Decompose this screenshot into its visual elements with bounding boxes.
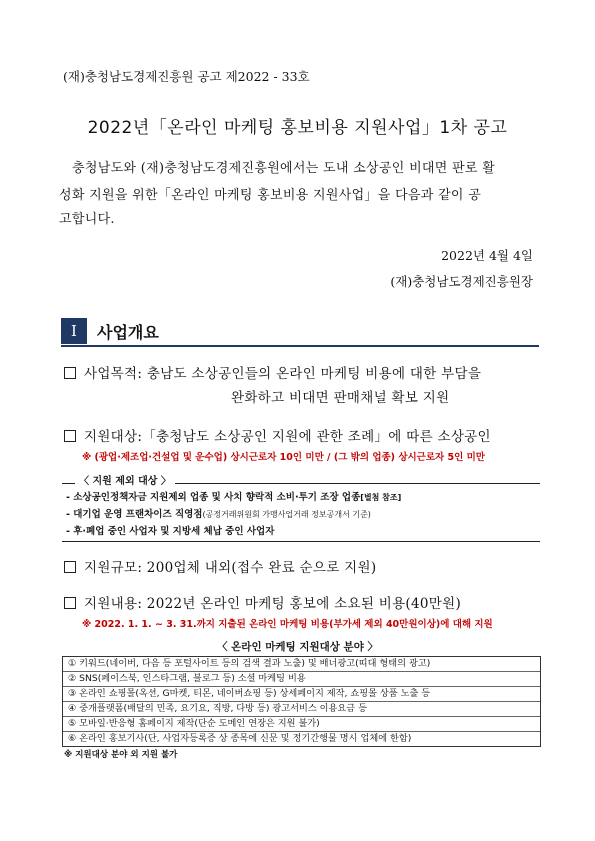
target-fields-footnote: ※ 지원대상 분야 외 지원 불가	[64, 750, 178, 760]
section-number-badge: I	[61, 318, 87, 344]
table-row: ⑤ 모바일·반응형 홈페이지 제작(단순 도메인 연장은 지원 불가)	[63, 717, 540, 732]
target-fields-title: 〈 온라인 마케팅 지원대상 분야 〉	[217, 641, 378, 653]
section-divider	[61, 345, 539, 347]
issuer-name: (재)충청남도경제진흥원장	[390, 274, 533, 289]
content-note: ※ 2022. 1. 1. ~ 3. 31.까지 지출된 온라인 마케팅 비용(부가세 제외 40만원이상)에 대해 지원	[82, 619, 493, 630]
purpose-line-2: 완화하고 비대면 판매채널 확보 지원	[231, 390, 450, 406]
notice-number: (재)충청남도경제진흥원 공고 제2022 - 33호	[63, 69, 310, 84]
content-text: 지원내용: 2022년 온라인 마케팅 홍보에 소요된 비용(40만원)	[84, 596, 462, 612]
table-row: ③ 온라인 쇼핑몰(옥션, G마켓, 티몬, 네이버쇼핑 등) 상세페이지 제작, 쇼핑몰 상품 노출 등	[63, 687, 540, 702]
intro-line-3: 고합니다.	[59, 212, 115, 227]
purpose-item	[64, 362, 481, 382]
exclusion-item-main: - 소상공인정책자금 지원제외 업종 및 사치 향락적 소비·투기 조장 업종	[66, 492, 361, 503]
scale-item	[64, 556, 376, 576]
purpose-label: 사업목적:	[84, 366, 143, 382]
checkbox-icon	[64, 597, 76, 609]
table-row: ④ 중개플랫폼(배달의 민족, 요기요, 직방, 다방 등) 광고서비스 이용요금 등	[63, 702, 540, 717]
table-row: ② SNS(페이스북, 인스타그램, 블로그 등) 소셜 마케팅 비용	[63, 672, 540, 687]
exclusion-item-main: - 후·폐업 중인 사업자 및 지방세 체납 중인 사업자	[66, 526, 275, 537]
section-title: 사업개요	[97, 323, 159, 342]
table-row: ⑥ 온라인 홍보기사(단, 사업자등록증 상 종목에 신문 및 정기간행물 명시 업체에 한함)	[68, 733, 412, 744]
purpose-line-1: 충남도 소상공인들의 온라인 마케팅 비용에 대한 부담을	[146, 366, 482, 382]
eligibility-text: 지원대상:「충청남도 소상공인 지원에 관한 조례」에 따른 소상공인	[84, 429, 491, 445]
table-row: ① 키워드(네이버, 다음 등 포털사이트 등의 검색 결과 노출) 및 배너광고(띠대 형태의 광고)	[63, 657, 540, 672]
exclusion-item-2	[66, 506, 371, 520]
exclusion-item-sub: [별첨 참조]	[360, 493, 402, 502]
checkbox-icon	[64, 430, 76, 442]
scale-text: 지원규모: 200업체 내외(접수 완료 순으로 지원)	[84, 560, 377, 576]
intro-line-1: 충청남도와 (재)충청남도경제진흥원에서는 도내 소상공인 비대면 판로 활	[72, 161, 496, 176]
checkbox-icon	[64, 561, 76, 573]
document-title: 2022년「온라인 마케팅 홍보비용 지원사업」1차 공고	[87, 118, 508, 138]
intro-line-2: 성화 지원을 위한「온라인 마케팅 홍보비용 지원사업」을 다음과 같이 공	[59, 188, 482, 203]
exclusion-item-main: - 대기업 운영 프랜차이즈 직영점	[66, 509, 203, 520]
target-fields-table	[62, 656, 541, 747]
exclusion-item-3	[66, 523, 274, 537]
content-item	[64, 592, 461, 612]
eligibility-item	[64, 425, 491, 445]
exclusion-item-1	[66, 489, 401, 503]
notice-date: 2022년 4월 4일	[441, 248, 533, 263]
eligibility-note: ※ (광업·제조업·건설업 및 운수업) 상시근로자 10인 미만 / (그 밖의 업종) 상시근로자 5인 미만	[82, 452, 485, 463]
exclusion-title: 〈 지원 제외 대상 〉	[75, 472, 175, 487]
exclusion-item-sub: (공정거래위원회 가맹사업거래 정보공개서 기준)	[202, 510, 371, 519]
checkbox-icon	[64, 367, 76, 379]
